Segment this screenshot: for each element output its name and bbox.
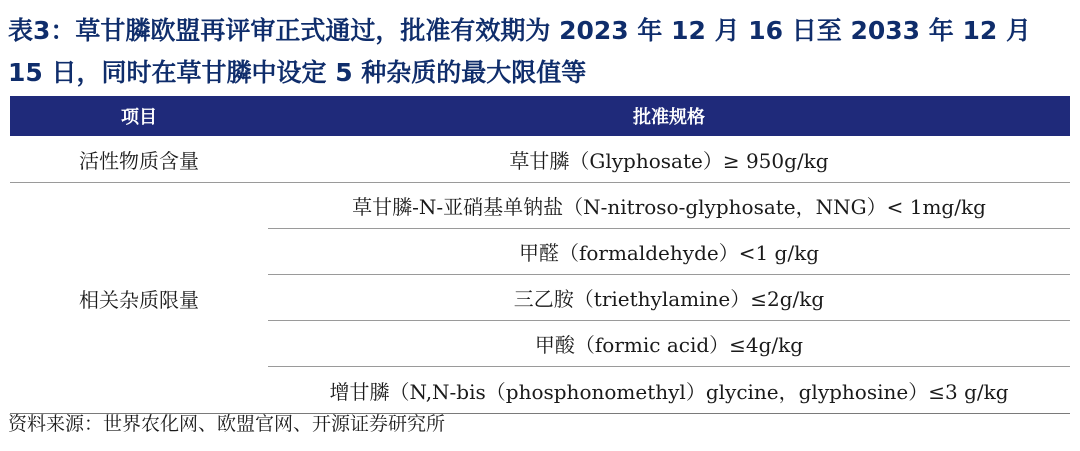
header-spec: 批准规格 [633, 107, 705, 128]
row-item-label: 活性物质含量 [79, 148, 199, 173]
header-item: 项目 [121, 107, 157, 128]
approval-table [10, 96, 1070, 414]
impurity-list [268, 183, 1070, 413]
impurity-spec: 三乙胺（triethylamine）≤2g/kg [268, 275, 1070, 321]
source-note: 资料来源：世界农化网、欧盟官网、开源证券研究所 [8, 413, 446, 435]
table-title: 表3：草甘膦欧盟再评审正式通过，批准有效期为 2023 年 12 月 16 日至 2033 年 12 月 15 日，同时在草甘膦中设定 5 种杂质的最大限值等 [8, 16, 1031, 87]
table-header [10, 96, 1070, 136]
impurity-spec: 甲酸（formic acid）≤4g/kg [268, 321, 1070, 367]
impurity-spec: 甲醛（formaldehyde）<1 g/kg [268, 229, 1070, 275]
impurity-spec: 增甘膦（N,N-bis（phosphonomethyl）glycine，glyphosine）≤3 g/kg [329, 379, 1009, 404]
row-spec-value: 草甘膦（Glyphosate）≥ 950g/kg [509, 148, 829, 173]
impurity-spec: 草甘膦-N-亚硝基单钠盐（N-nitroso-glyphosate，NNG）< 1mg/kg [268, 183, 1070, 229]
table-row [10, 136, 1070, 183]
impurity-group-label: 相关杂质限量 [79, 287, 199, 312]
impurity-group [10, 183, 1070, 414]
